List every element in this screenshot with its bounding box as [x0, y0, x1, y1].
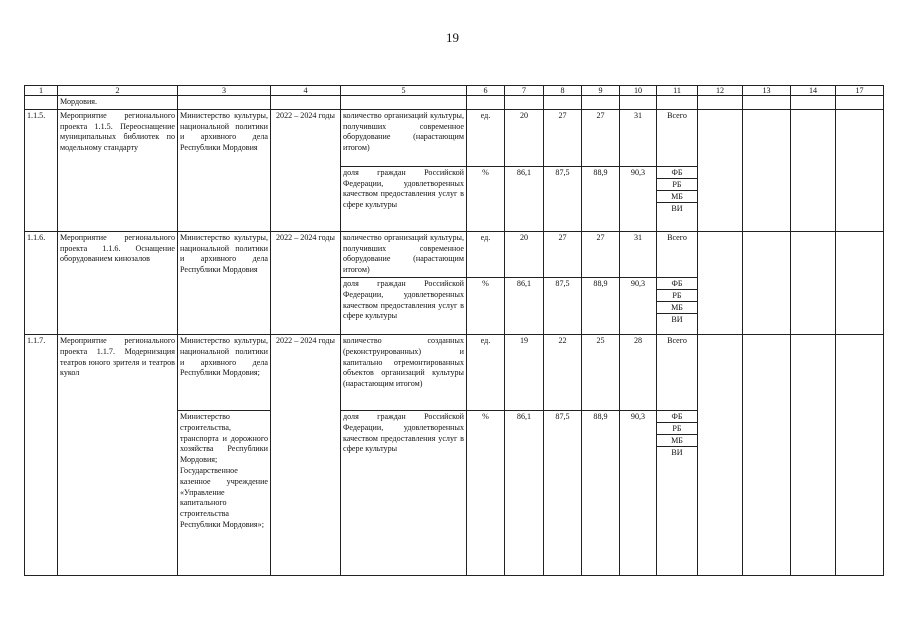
header-cell: 4: [271, 86, 341, 96]
row-code: 1.1.7.: [25, 334, 58, 575]
header-cell: 3: [178, 86, 271, 96]
header-cell: 2: [58, 86, 178, 96]
row-code: 1.1.6.: [25, 231, 58, 334]
row-code: 1.1.5.: [25, 109, 58, 231]
value-8: 87,5: [544, 277, 582, 334]
funding-source: ФБ: [657, 278, 697, 290]
value-9: 27: [582, 109, 620, 166]
event-name: Мероприятие регионального проекта 1.1.7. Модернизация театров юного зрителя и театров кукол: [58, 334, 178, 575]
header-cell: 17: [836, 86, 884, 96]
header-row: [25, 86, 884, 96]
value-9: 88,9: [582, 166, 620, 231]
value-10: 31: [620, 231, 657, 277]
header-cell: 8: [544, 86, 582, 96]
header-cell: 7: [505, 86, 544, 96]
value-10: 90,3: [620, 277, 657, 334]
indicator-text: доля граждан Российской Федерации, удовлетворенных качеством предоставления услуг в сфере культуры: [341, 410, 467, 575]
period: 2022 – 2024 годы: [271, 109, 341, 231]
period: 2022 – 2024 годы: [271, 334, 341, 575]
header-cell: 10: [620, 86, 657, 96]
funding-source: МБ: [657, 435, 697, 447]
funding-source: РБ: [657, 423, 697, 435]
value-7: 86,1: [505, 410, 544, 575]
funding-source: ФБ: [657, 411, 697, 423]
indicator-text: количество организаций культуры, получивших современное оборудование (нарастающим итогом): [341, 109, 467, 166]
executor: Министерство культуры, национальной политики и архивного дела Республики Мордовия: [178, 231, 271, 334]
unit: ед.: [467, 334, 505, 410]
indicator-text: доля граждан Российской Федерации, удовлетворенных качеством предоставления услуг в сфере культуры: [341, 277, 467, 334]
event-name: Мероприятие регионального проекта 1.1.5. Переоснащение муниципальных библиотек по модельному стандарту: [58, 109, 178, 231]
value-9: 88,9: [582, 277, 620, 334]
executor: Министерство культуры, национальной политики и архивного дела Республики Мордовия;: [178, 334, 271, 410]
page-number: 19: [446, 30, 459, 45]
continuation-row: [25, 96, 884, 110]
value-8: 87,5: [544, 410, 582, 575]
value-9: 27: [582, 231, 620, 277]
value-7: 20: [505, 231, 544, 277]
unit: %: [467, 166, 505, 231]
funding-sources: [657, 166, 698, 231]
executor: Министерство культуры, национальной политики и архивного дела Республики Мордовия: [178, 109, 271, 231]
funding-source: ВИ: [671, 314, 683, 324]
indicator-text: количество созданных (реконструированных) и капитально отремонтированных объектов организаций культуры (нарастающим итогом): [341, 334, 467, 410]
event-name: Мероприятие регионального проекта 1.1.6. Оснащение оборудованием кинозалов: [58, 231, 178, 334]
header-cell: 6: [467, 86, 505, 96]
unit: %: [467, 277, 505, 334]
value-8: 27: [544, 109, 582, 166]
funding-source: ФБ: [657, 167, 697, 179]
funding-source: ВИ: [671, 203, 683, 213]
value-10: 31: [620, 109, 657, 166]
header-cell: 14: [791, 86, 836, 96]
value-9: 25: [582, 334, 620, 410]
funding-source: РБ: [657, 290, 697, 302]
header-cell: 12: [698, 86, 743, 96]
continuation-text: Мордовия.: [58, 96, 178, 110]
indicator-text: количество организаций культуры, получивших современное оборудование (нарастающим итогом): [341, 231, 467, 277]
funding-total: Всего: [657, 231, 698, 277]
header-cell: 13: [743, 86, 791, 96]
funding-source: МБ: [657, 191, 697, 203]
value-8: 22: [544, 334, 582, 410]
funding-source: ВИ: [671, 447, 683, 457]
value-8: 87,5: [544, 166, 582, 231]
unit: %: [467, 410, 505, 575]
value-8: 27: [544, 231, 582, 277]
value-7: 19: [505, 334, 544, 410]
unit: ед.: [467, 231, 505, 277]
table-row: [25, 109, 884, 166]
executor: Министерство строительства, транспорта и дорожного хозяйства Республики Мордовия; Государственное казенное учреждение «Управление капитального строительства Республики Мордовия»;: [178, 410, 271, 575]
value-10: 90,3: [620, 410, 657, 575]
value-10: 90,3: [620, 166, 657, 231]
period: 2022 – 2024 годы: [271, 231, 341, 334]
value-7: 20: [505, 109, 544, 166]
unit: ед.: [467, 109, 505, 166]
value-10: 28: [620, 334, 657, 410]
funding-source: РБ: [657, 179, 697, 191]
funding-source: МБ: [657, 302, 697, 314]
header-cell: 9: [582, 86, 620, 96]
header-cell: 5: [341, 86, 467, 96]
funding-sources: [657, 277, 698, 334]
funding-sources: [657, 410, 698, 575]
table-row: [25, 334, 884, 410]
header-cell: 1: [25, 86, 58, 96]
indicator-text: доля граждан Российской Федерации, удовлетворенных качеством предоставления услуг в сфере культуры: [341, 166, 467, 231]
program-table: [24, 85, 884, 576]
header-cell: 11: [657, 86, 698, 96]
value-7: 86,1: [505, 277, 544, 334]
value-7: 86,1: [505, 166, 544, 231]
value-9: 88,9: [582, 410, 620, 575]
funding-total: Всего: [657, 334, 698, 410]
table-row: [25, 231, 884, 277]
funding-total: Всего: [657, 109, 698, 166]
